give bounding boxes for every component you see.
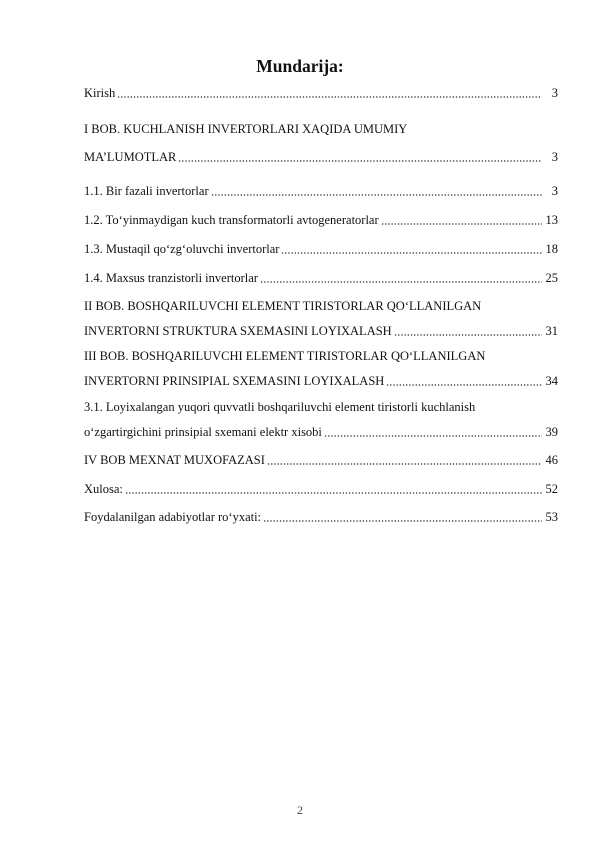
toc-entry-kirish[interactable] bbox=[84, 84, 558, 102]
toc-entry-chapter-3[interactable] bbox=[84, 347, 558, 390]
toc-entry-text-continued: MA’LUMOTLAR bbox=[84, 150, 177, 164]
toc-entry-text: 1.4. Maxsus tranzistorli invertorlar bbox=[84, 271, 258, 285]
toc-leader-dots bbox=[281, 242, 542, 254]
toc-leader-dots bbox=[125, 482, 542, 494]
toc-entry-text-continued: INVERTORNI STRUKTURA SXEMASINI LOYIXALASH bbox=[84, 324, 392, 338]
toc-leader-dots bbox=[263, 510, 542, 522]
toc-entry-text: 1.2. To‘yinmaydigan kuch transformatorli avtogeneratorlar bbox=[84, 213, 379, 227]
toc-leader-dots bbox=[211, 184, 542, 196]
toc-entry-text: Xulosa: bbox=[84, 482, 123, 496]
toc-entry-text-continued: INVERTORNI PRINSIPIAL SXEMASINI LOYIXALASH bbox=[84, 374, 385, 388]
toc-page-number: 3 bbox=[551, 86, 558, 100]
toc-entry-xulosa[interactable] bbox=[84, 480, 558, 498]
toc-entry-1-2[interactable] bbox=[84, 211, 558, 229]
toc-entry-text: 1.3. Mustaqil qo‘zg‘oluvchi invertorlar bbox=[84, 242, 280, 256]
page-number: 2 bbox=[297, 803, 303, 817]
toc-page-number: 3 bbox=[551, 184, 558, 198]
toc-leader-dots bbox=[260, 271, 542, 283]
toc-leader-dots bbox=[381, 213, 542, 225]
toc-title: Mundarija: bbox=[256, 56, 344, 76]
toc-leader-dots bbox=[386, 374, 542, 386]
toc-entry-3-1[interactable] bbox=[84, 398, 558, 441]
toc-entry-text: II BOB. BOSHQARILUVCHI ELEMENT TIRISTORLAR QO‘LLANILGAN bbox=[84, 299, 482, 313]
toc-entry-text: Kirish bbox=[84, 86, 116, 100]
toc-entry-text-continued: o‘zgartirgichini prinsipial sxemani elektr xisobi bbox=[84, 425, 322, 439]
toc-page-number: 25 bbox=[545, 271, 558, 285]
toc-leader-dots bbox=[267, 453, 542, 465]
toc-leader-dots bbox=[117, 86, 542, 98]
toc-entry-chapter-4[interactable] bbox=[84, 451, 558, 469]
toc-leader-dots bbox=[324, 425, 542, 437]
toc-page-number: 3 bbox=[551, 150, 558, 164]
toc-entry-1-1[interactable] bbox=[84, 182, 558, 200]
toc-entry-text: IV BOB MEXNAT MUXOFAZASI bbox=[84, 453, 265, 467]
toc-entry-text: 1.1. Bir fazali invertorlar bbox=[84, 184, 209, 198]
toc-page-number: 46 bbox=[545, 453, 558, 467]
toc-page-number: 39 bbox=[545, 425, 558, 439]
toc-entry-text: I BOB. KUCHLANISH INVERTORLARI XAQIDA UMUMIY bbox=[84, 122, 408, 136]
toc-page-number: 34 bbox=[545, 374, 558, 388]
toc-page-number: 13 bbox=[545, 213, 558, 227]
toc-page-number: 53 bbox=[545, 510, 558, 524]
toc-entry-text: Foydalanilgan adabiyotlar ro‘yxati: bbox=[84, 510, 262, 524]
toc-entry-chapter-1[interactable] bbox=[84, 120, 558, 166]
toc-leader-dots bbox=[178, 150, 542, 162]
toc-page-number: 18 bbox=[545, 242, 558, 256]
toc-entry-text: III BOB. BOSHQARILUVCHI ELEMENT TIRISTORLAR QO‘LLANILGAN bbox=[84, 349, 486, 363]
toc-entry-references[interactable] bbox=[84, 508, 558, 526]
toc-entry-1-3[interactable] bbox=[84, 240, 558, 258]
toc-entry-1-4[interactable] bbox=[84, 269, 558, 287]
toc-entry-chapter-2[interactable] bbox=[84, 297, 558, 340]
toc-entry-text: 3.1. Loyixalangan yuqori quvvatli boshqariluvchi element tiristorli kuchlanish bbox=[84, 400, 476, 414]
table-of-contents bbox=[84, 84, 558, 526]
toc-page-number: 31 bbox=[545, 324, 558, 338]
toc-page-number: 52 bbox=[545, 482, 558, 496]
toc-leader-dots bbox=[394, 324, 542, 336]
